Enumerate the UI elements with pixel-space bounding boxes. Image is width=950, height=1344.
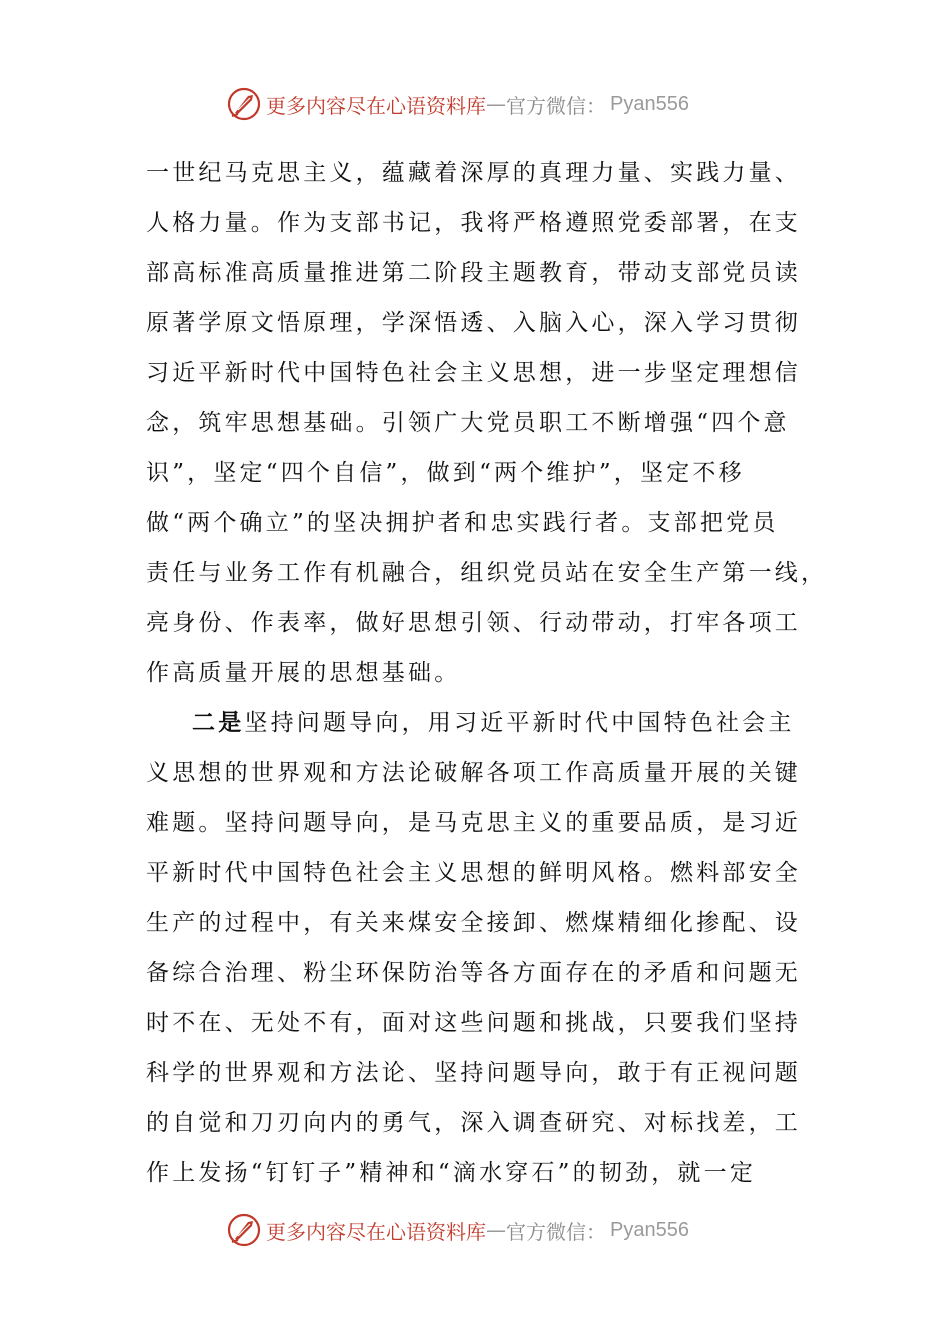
paragraph-1 [146,148,828,698]
text-line: 习近平新时代中国特色社会主义思想，进一步坚定理想信 [146,360,801,386]
text-line: 科学的世界观和方法论、坚持问题导向，敢于有正视问题 [146,1060,801,1086]
banner-dash: — [486,92,506,116]
text-line: 念，筑牢思想基础。引领广大党员职工不断增强“四个意 [146,410,790,436]
banner-site-text: 更多内容尽在心语资料库 [266,1219,486,1244]
paragraph-first-line [146,698,796,748]
header-watermark-banner [226,84,746,124]
banner-wechat-label: 官方微信： [506,1219,606,1244]
banner-site-text: 更多内容尽在心语资料库 [266,93,486,118]
text-line: 的自觉和刀刃向内的勇气，深入调查研究、对标找差，工 [146,1110,801,1136]
text-line: 一世纪马克思主义，蕴藏着深厚的真理力量、实践力量、 [146,160,801,186]
quill-logo-icon [226,1212,262,1248]
text-line: 亮身份、作表率，做好思想引领、行动带动，打牢各项工 [146,610,801,636]
banner-wechat-id: Pyan556 [610,92,689,115]
banner-dash: — [486,1218,506,1242]
paragraph-lead: 二是 [192,709,245,736]
paragraph-first-line-text: 坚持问题导向，用习近平新时代中国特色社会主 [244,710,795,736]
body-text [146,148,828,1198]
text-line: 备综合治理、粉尘环保防治等各方面存在的矛盾和问题无 [146,960,801,986]
footer-watermark-banner [226,1210,746,1250]
text-line: 难题。坚持问题导向，是马克思主义的重要品质，是习近 [146,810,801,836]
paragraph-2 [146,698,801,1198]
text-line: 平新时代中国特色社会主义思想的鲜明风格。燃料部安全 [146,860,801,886]
text-line: 义思想的世界观和方法论破解各项工作高质量开展的关键 [146,760,801,786]
banner-wechat-id: Pyan556 [610,1218,689,1241]
quill-logo-icon [226,86,262,122]
text-line: 做“两个确立”的坚决拥护者和忠实践行者。支部把党员 [146,510,779,536]
banner-wechat-label: 官方微信： [506,93,606,118]
text-line: 责任与业务工作有机融合，组织党员站在安全生产第一线， [146,560,828,586]
text-line: 生产的过程中，有关来煤安全接卸、燃煤精细化掺配、设 [146,910,801,936]
text-line: 识”，坚定“四个自信”，做到“两个维护”，坚定不移 [146,460,745,486]
text-line: 作高质量开展的思想基础。 [146,660,461,686]
text-line: 原著学原文悟原理，学深悟透、入脑入心，深入学习贯彻 [146,310,801,336]
text-line: 时不在、无处不有，面对这些问题和挑战，只要我们坚持 [146,1010,801,1036]
text-line: 部高标准高质量推进第二阶段主题教育，带动支部党员读 [146,260,801,286]
text-line: 人格力量。作为支部书记，我将严格遵照党委部署，在支 [146,210,801,236]
text-line: 作上发扬“钉钉子”精神和“滴水穿石”的韧劲，就一定 [146,1160,757,1186]
